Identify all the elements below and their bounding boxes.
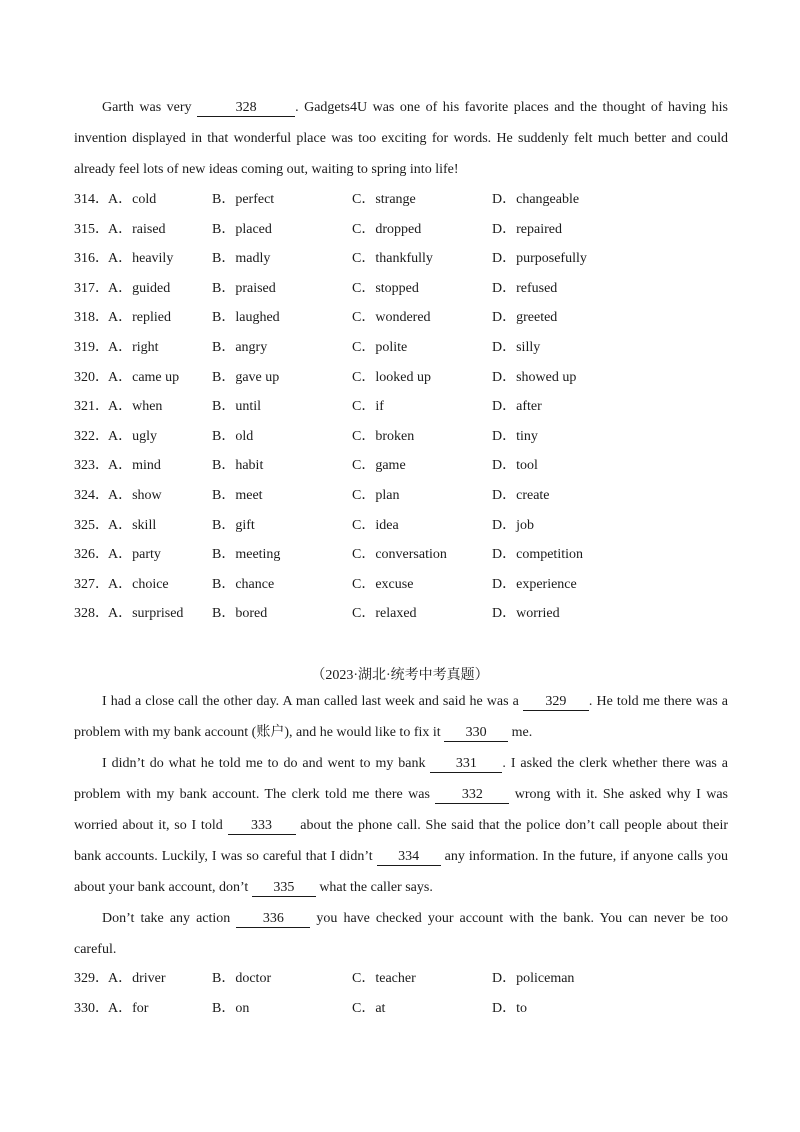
question-number: 320．	[74, 369, 109, 385]
answer-blank: 328	[197, 100, 295, 117]
option-a: A．right	[108, 339, 159, 355]
question-row	[74, 545, 728, 575]
option-d: D．greeted	[492, 310, 558, 326]
question-row	[74, 397, 728, 427]
answer-blank: 336	[236, 911, 310, 928]
option-d: D．repaired	[492, 221, 562, 237]
question-number: 323．	[74, 458, 109, 474]
option-d: D．changeable	[492, 192, 580, 207]
question-row	[74, 999, 728, 1029]
question-number: 316．	[74, 251, 109, 267]
question-number: 318．	[74, 310, 109, 326]
option-b: B．madly	[212, 251, 271, 267]
option-c: C．relaxed	[352, 606, 417, 622]
option-d: D．tool	[492, 458, 538, 474]
answer-blank: 329	[523, 694, 589, 711]
answer-blank: 335	[252, 880, 316, 897]
question-number: 324．	[74, 487, 109, 503]
question-number: 327．	[74, 576, 109, 592]
option-b: B．habit	[212, 458, 264, 474]
option-c: C．at	[352, 1000, 386, 1016]
option-c: C．strange	[352, 192, 416, 207]
question-row	[74, 338, 728, 368]
option-a: A．driver	[108, 971, 166, 986]
question-number: 315．	[74, 221, 109, 237]
option-a: A．skill	[108, 517, 157, 533]
option-c: C．idea	[352, 517, 399, 533]
question-row	[74, 279, 728, 309]
option-a: A．choice	[108, 576, 169, 592]
question-list	[74, 190, 728, 634]
option-d: D．after	[492, 399, 542, 415]
option-b: B．gift	[212, 517, 255, 533]
question-row	[74, 486, 728, 516]
question-number: 326．	[74, 547, 109, 563]
option-c: C．broken	[352, 428, 415, 444]
option-d: D．worried	[492, 606, 560, 622]
option-d: D．purposefully	[492, 251, 587, 267]
question-row	[74, 575, 728, 605]
option-c: C．thankfully	[352, 251, 433, 267]
passage-paragraph: I had a close call the other day. A man called last week and said he was a 329 . He told me there was a problem with my bank account (账户), and he would like to fix it 330 me.	[74, 694, 728, 740]
passage-paragraph: Don’t take any action 336 you have checked your account with the bank. You can never be too careful.	[74, 911, 728, 957]
question-row	[74, 368, 728, 398]
option-c: C．polite	[352, 339, 408, 355]
question-number: 314．	[74, 192, 109, 207]
option-d: D．policeman	[492, 971, 575, 986]
option-a: A．for	[108, 1000, 149, 1016]
option-b: B．perfect	[212, 192, 275, 207]
option-c: C．dropped	[352, 221, 422, 237]
question-number: 322．	[74, 428, 109, 444]
question-row	[74, 190, 728, 220]
option-b: B．praised	[212, 280, 276, 296]
question-list	[74, 969, 728, 1028]
option-b: B．gave up	[212, 369, 280, 385]
answer-blank: 334	[377, 849, 441, 866]
option-c: C．conversation	[352, 547, 447, 563]
option-d: D．refused	[492, 280, 558, 296]
option-a: A．guided	[108, 280, 171, 296]
answer-blank: 331	[430, 756, 502, 773]
source-note: （2023·湖北·统考中考真题）	[311, 668, 489, 683]
option-a: A．heavily	[108, 251, 174, 267]
option-a: A．party	[108, 547, 161, 563]
option-d: D．tiny	[492, 428, 538, 444]
answer-blank: 330	[444, 725, 508, 742]
option-b: B．placed	[212, 221, 272, 237]
option-c: C．stopped	[352, 280, 419, 296]
option-d: D．job	[492, 517, 534, 533]
option-b: B．old	[212, 428, 254, 444]
option-d: D．competition	[492, 547, 583, 563]
question-number: 321．	[74, 399, 109, 415]
question-number: 330．	[74, 1000, 109, 1016]
question-number: 317．	[74, 280, 109, 296]
option-b: B．bored	[212, 606, 268, 622]
question-row	[74, 604, 728, 634]
passage-paragraph: Garth was very 328 . Gadgets4U was one of his favorite places and the thought of having his invention displayed in that wonderful place was too exciting for words. He suddenly felt much better and could already feel lots of new ideas coming out, waiting to spring into life!	[74, 100, 728, 177]
option-a: A．ugly	[108, 428, 157, 444]
option-c: C．teacher	[352, 971, 416, 986]
option-a: A．mind	[108, 458, 161, 474]
option-a: A．show	[108, 487, 162, 503]
passage-paragraph: I didn’t do what he told me to do and went to my bank 331 . I asked the clerk whether there was a problem with my bank account. The clerk told me there was 332 wrong with it. She asked why I was worried about it, so I told 333 about the phone call. She said that the police don’t call people about their bank accounts. Luckily, I was so careful that I didn’t 334 any information. In the future, if anyone calls you about your bank account, don’t 335 what the caller says.	[74, 756, 729, 895]
option-c: C．game	[352, 458, 406, 474]
question-number: 329．	[74, 971, 109, 986]
option-b: B．laughed	[212, 310, 280, 326]
question-number: 325．	[74, 517, 109, 533]
option-a: A．cold	[108, 192, 157, 207]
question-row	[74, 516, 728, 546]
question-row	[74, 456, 728, 486]
option-b: B．until	[212, 399, 262, 415]
question-row	[74, 220, 728, 250]
option-b: B．meeting	[212, 547, 281, 563]
option-d: D．silly	[492, 339, 541, 355]
option-a: A．when	[108, 399, 163, 415]
option-d: D．to	[492, 1000, 527, 1016]
option-a: A．replied	[108, 310, 171, 326]
question-row	[74, 308, 728, 338]
option-c: C．plan	[352, 487, 400, 503]
question-row	[74, 969, 728, 999]
option-a: A．surprised	[108, 606, 184, 622]
option-d: D．showed up	[492, 369, 577, 385]
question-number: 319．	[74, 339, 109, 355]
option-a: A．came up	[108, 369, 180, 385]
question-number: 328．	[74, 606, 109, 622]
option-b: B．doctor	[212, 971, 272, 986]
option-b: B．angry	[212, 339, 268, 355]
option-c: C．excuse	[352, 576, 414, 592]
question-row	[74, 427, 728, 457]
option-d: D．experience	[492, 576, 577, 592]
answer-blank: 332	[435, 787, 509, 804]
option-a: A．raised	[108, 221, 166, 237]
option-b: B．on	[212, 1000, 250, 1016]
option-b: B．chance	[212, 576, 275, 592]
option-c: C．if	[352, 399, 384, 415]
answer-blank: 333	[228, 818, 296, 835]
option-c: C．wondered	[352, 310, 431, 326]
option-b: B．meet	[212, 487, 263, 503]
option-c: C．looked up	[352, 369, 431, 385]
question-row	[74, 249, 728, 279]
option-d: D．create	[492, 487, 550, 503]
